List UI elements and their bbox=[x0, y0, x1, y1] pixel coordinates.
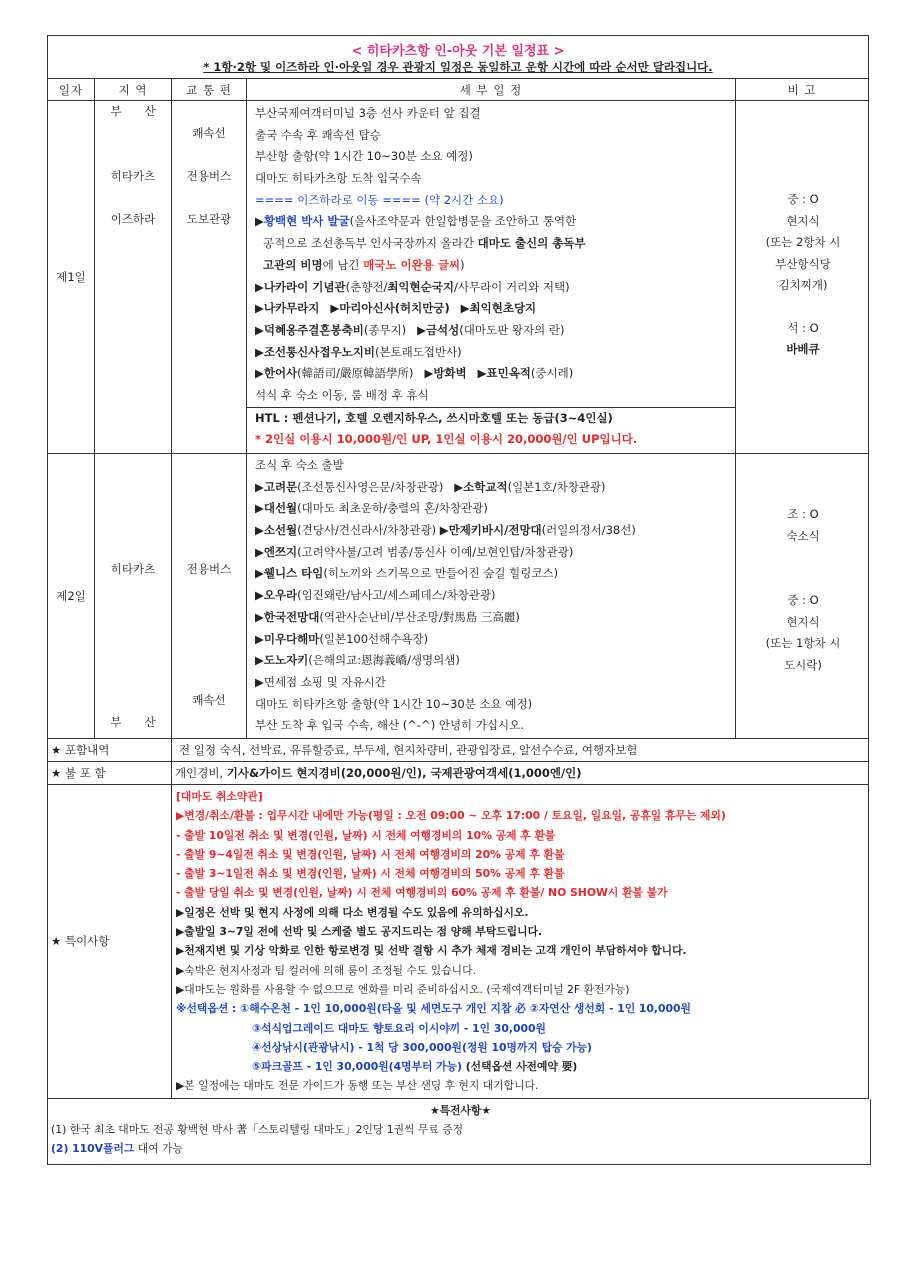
hotel-info: HTL : 펜션나기, 호텔 오렌지하우스, 쓰시마호텔 또는 동급(3~4인실) bbox=[255, 410, 613, 425]
schedule-line: ▶고려문(조선통신사영은문/차창관광) ▶소학교적(일본1호/차창관광) bbox=[255, 479, 606, 494]
transport-ferry: 쾌속선 bbox=[192, 125, 226, 140]
schedule-line: ▶웰니스 타임(히노끼와 스기목으로 만들어진 숲길 힐링코스) bbox=[255, 566, 559, 581]
header-note: 비 고 bbox=[736, 79, 869, 101]
schedule-line: ▶엔쯔지(고려약사불/고려 범종/통신사 이예/보현인탑/차창관광) bbox=[255, 544, 574, 559]
region-busan: 부 산 bbox=[110, 104, 156, 118]
schedule-line: 부산 도착 후 입국 수속, 해산 (^-^) 안녕히 가십시오. bbox=[255, 718, 524, 733]
schedule-line: ▶도노자키(은해의교:恩海義嶠/생명의샘) bbox=[255, 653, 460, 668]
schedule-line: ▶오우라(임진왜란/남사고/세스페데스/차창관광) bbox=[255, 588, 496, 603]
transport-bus: 전용버스 bbox=[186, 562, 232, 576]
region-busan: 부 산 bbox=[110, 714, 156, 729]
schedule-line: 공적으로 조선총독부 인사국장까지 올라간 대마도 출신의 총독부 bbox=[263, 236, 586, 251]
notes-label: ★ 특이사항 bbox=[48, 784, 172, 1098]
itinerary-table bbox=[47, 35, 869, 1099]
header-region: 지 역 bbox=[95, 79, 172, 101]
schedule-line: ▶덕혜옹주결혼봉축비(종무지) ▶금석성(대마도판 왕자의 란) bbox=[255, 322, 565, 337]
schedule-line: ▶면세점 쇼핑 및 자유시간 bbox=[255, 674, 386, 689]
day2-schedule bbox=[247, 454, 736, 739]
schedule-line: 대마도 히타카츠항 출항(약 1시간 10~30분 소요 예정) bbox=[255, 696, 533, 711]
schedule-line: ▶황백현 박사 발굴(을사조약문과 한일합병문을 조안하고 통역한 bbox=[255, 214, 577, 229]
hotel-surcharge: * 2인실 이용시 10,000원/인 UP, 1인실 이용시 20,000원/인 UP입니다. bbox=[255, 432, 638, 447]
include-value: 전 일정 숙식, 선박료, 유류할증료, 부두세, 현지차량비, 관광입장료, 알선수수료, 여행자보험 bbox=[172, 738, 869, 761]
schedule-line: 대마도 히타카츠항 도착 입국수속 bbox=[255, 171, 422, 186]
schedule-line: 고관의 비명에 남긴 매국노 이완용 글씨) bbox=[263, 257, 465, 272]
schedule-line: ▶나카무라지 ▶마리아신사(허치만궁) ▶최익현초당지 bbox=[255, 301, 537, 316]
region-izuhara: 이즈하라 bbox=[110, 212, 156, 227]
transport-bus: 전용버스 bbox=[186, 169, 232, 184]
day1-transports bbox=[172, 101, 247, 454]
region-hitakatsu: 히타카츠 bbox=[110, 562, 156, 576]
day1-meal-note: 중 : O 현지식 (또는 2항차 시 부산항식당 김치찌개) 석 : O 바베큐 bbox=[736, 101, 869, 454]
schedule-line: 석식 후 숙소 이동, 룸 배정 후 휴식 bbox=[255, 387, 429, 402]
exclude-value: 개인경비, 기사&가이드 현지경비(20,000원/인), 국제관광여객세(1,000엔/인) bbox=[172, 761, 869, 784]
schedule-line: 부산국제여객터미널 3층 선사 카운터 앞 집결 bbox=[255, 106, 481, 120]
schedule-line: ▶나카라이 기념관(춘향전/최익현순국지/사무라이 거리와 저택) bbox=[255, 279, 570, 294]
special-benefits bbox=[47, 1099, 871, 1165]
exclude-row bbox=[48, 761, 869, 784]
day2-meal-note: 조 : O 숙소식 중 : O 현지식 (또는 1항차 시 도시락) bbox=[736, 454, 869, 739]
schedule-line: ▶미우다해마(일본100선해수욕장) bbox=[255, 631, 429, 646]
schedule-line: ▶한어사(韓語司/嚴原韓語學所) ▶방화벽 ▶표민옥적(중시레) bbox=[255, 366, 574, 381]
page-title: < 히타카츠항 인-아웃 기본 일정표 > bbox=[351, 44, 565, 59]
transport-walk: 도보관광 bbox=[186, 212, 232, 227]
header-transport: 교 통 편 bbox=[172, 79, 247, 101]
transport-ferry: 쾌속선 bbox=[192, 692, 226, 707]
day2-transports bbox=[172, 454, 247, 739]
day1-regions bbox=[95, 101, 172, 454]
day2-row bbox=[48, 454, 869, 739]
include-row bbox=[48, 738, 869, 761]
special-title: ★특전사항★ bbox=[429, 1103, 492, 1117]
schedule-line: ▶대선월(대마도 최초운하/충렬의 혼/차창관광) bbox=[255, 501, 488, 516]
table-header bbox=[48, 79, 869, 101]
notes-row bbox=[48, 784, 869, 1098]
region-hitakatsu: 히타카츠 bbox=[110, 169, 156, 184]
schedule-line: 출국 수속 후 쾌속선 탑승 bbox=[255, 127, 381, 142]
exclude-label: ★ 불 포 함 bbox=[48, 761, 172, 784]
notes-content: [대마도 취소약관] ▶변경/취소/환불 : 업무시간 내에만 가능(평일 : 오전 09:00 ~ 오후 17:00 / 토요일, 일요일, 공휴일 휴무는 제외) - 출발 10일전 취소 및 변경(인원, 날짜) 시 전체 여행경비의 10% 공제 후 환불 - 출발 9~4일전 취소 및 변경(인원, 날짜) 시 전체 여행경비의 20% 공제 후 환불 - 출발 3~1일전 취소 및 변경(인원, 날짜) 시 전체 여행경비의 50% 공제 후 환불 - 출발 당일 취소 및 변경(인원, 날짜) 시 전체 여행경비의 60% 공제 후 환불/ NO SHOW시 환불 불가 ▶일정은 선박 및 현지 사정에 의해 다소 변경될 수도 있음에 유의하십시오. ▶출발일 3~7일 전에 선박 및 스케줄 별도 공지드리는 점 양해 부탁드립니다. ▶천재지변 및 기상 악화로 인한 항로변경 및 선박 결항 시 추가 체재 경비는 고객 개인이 부담하셔야 합니다. ▶숙박은 현지사정과 팀 컬러에 의해 룸이 조정될 수도 있습니다. ▶대마도는 원화를 사용할 수 없으므로 엔화를 미리 준비하십시오. (국제여객터미널 2F 환전가능) ※선택옵션 : ①해수온천 - 1인 10,000원(타올 및 세면도구 개인 지참 必 ②자연산 생선회 - 1인 10,000원 ③석식업그레이드 대마도 향토요리 이시야끼 - 1인 30,000원 ④선상낚시(관광낚시) - 1척 당 300,000원(정원 10명까지 탑승 가능) ⑤파크골프 - 1인 30,000원(4명부터 가능) (선택옵션 사전예약 要) ▶본 일정에는 대마도 전문 가이드가 동행 또는 부산 샌딩 후 현지 대기합니다. bbox=[172, 784, 869, 1098]
itinerary-sheet bbox=[47, 35, 868, 1165]
day1-schedule bbox=[247, 101, 736, 454]
day1-label: 제1일 bbox=[48, 101, 95, 454]
page-subtitle: * 1항·2항 및 이즈하라 인·아웃일 경우 관광지 일정은 동일하고 운항 시간에 따라 순서만 달라집니다. bbox=[203, 60, 713, 74]
day1-row bbox=[48, 101, 869, 454]
header-day: 일자 bbox=[48, 79, 95, 101]
schedule-line: ▶한국전망대(역관사순난비/부산조망/對馬島 三高麗) bbox=[255, 609, 520, 624]
schedule-line: ==== 이즈하라로 이동 ==== (약 2시간 소요) bbox=[255, 192, 504, 207]
schedule-line: ▶조선통신사접우노지비(본토래도접반사) bbox=[255, 344, 462, 359]
include-label: ★ 포함내역 bbox=[48, 738, 172, 761]
special-item: (2) 110V플러그 대여 가능 bbox=[51, 1141, 183, 1155]
schedule-line: 부산항 출항(약 1시간 10~30분 소요 예정) bbox=[255, 149, 473, 164]
day2-regions bbox=[95, 454, 172, 739]
day2-label: 제2일 bbox=[48, 454, 95, 739]
schedule-line: ▶소선월(견당사/견신라사/차창관광) ▶만제키바시/전망대(러일의정서/38선) bbox=[255, 523, 636, 538]
schedule-line: 조식 후 숙소 출발 bbox=[255, 458, 344, 472]
header-detail: 세 부 일 정 bbox=[247, 79, 736, 101]
special-item: (1) 한국 최초 대마도 전공 황백현 박사 著「스토리텔링 대마도」2인당 1권씩 무료 증정 bbox=[51, 1122, 464, 1136]
